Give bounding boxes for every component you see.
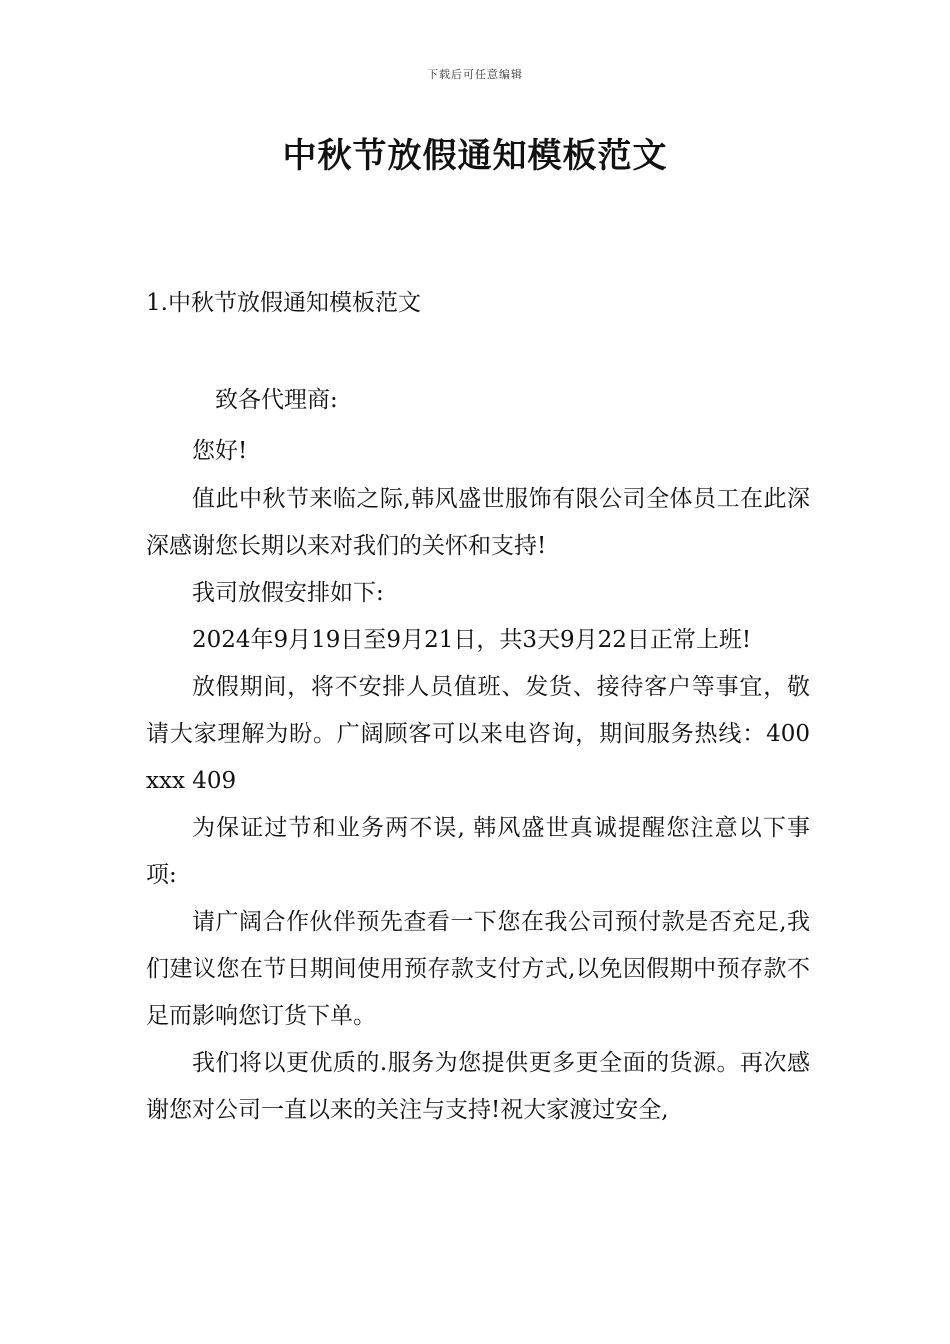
body-paragraph-6: 请广阔合作伙伴预先查看一下您在我公司预付款是否充足,我们建议您在节日期间使用预存款支付方式,以免因假期中预存款不足而影响您订货下单。 xyxy=(146,909,810,1029)
body-paragraph-7: 我们将以更优质的.服务为您提供更多更全面的货源。再次感谢您对公司一直以来的关注与支持!祝大家渡过安全, xyxy=(146,1050,810,1123)
body-paragraph-1: 值此中秋节来临之际,韩风盛世服饰有限公司全体员工在此深深感谢您长期以来对我们的关怀和支持! xyxy=(146,486,810,559)
body-paragraph-3: 2024年9月19日至9月21日，共3天9月22日正常上班! xyxy=(192,627,752,653)
body-paragraph-4: 放假期间，将不安排人员值班、发货、接待客户等事宜，敬请大家理解为盼。广阔顾客可以来电咨询，期间服务热线：400 xxx 409 xyxy=(146,674,810,794)
greeting-paragraph: 致各代理商: xyxy=(215,387,338,413)
body-paragraph-5: 为保证过节和业务两不误, 韩风盛世真诚提醒您注意以下事项: xyxy=(146,815,810,888)
section-heading: 1.中秋节放假通知模板范文 xyxy=(146,290,421,316)
header-note: 下载后可任意编辑 xyxy=(427,68,523,81)
document-title: 中秋节放假通知模板范文 xyxy=(282,136,668,176)
body-paragraph-2: 我司放假安排如下: xyxy=(192,580,384,606)
hello-paragraph: 您好! xyxy=(192,438,248,464)
document-body xyxy=(146,380,810,1134)
